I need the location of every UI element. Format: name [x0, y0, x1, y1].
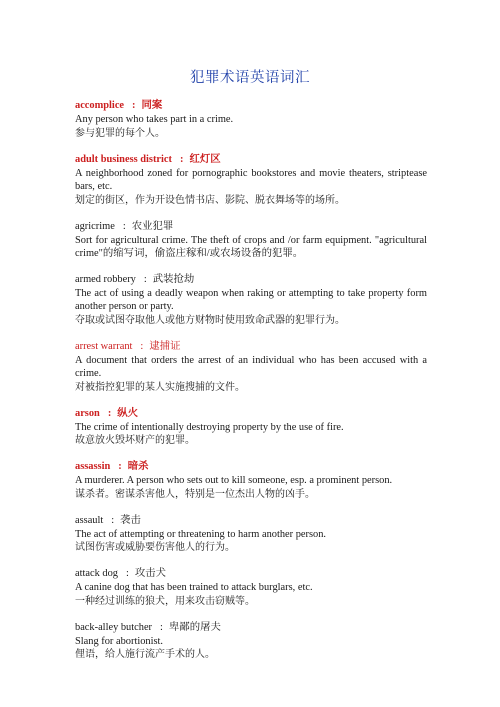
glossary-entry — [75, 99, 427, 141]
term-english: agricrime — [75, 220, 115, 232]
entry-term-line: armed robbery : 武装抢劫 — [75, 273, 195, 285]
entry-term-line: attack dog : 攻击犬 — [75, 568, 167, 579]
glossary-entry — [75, 153, 427, 208]
term-definition: A document that orders the arrest of an individual who has been accused with a crime. — [75, 354, 427, 379]
term-chinese: 同案 — [141, 100, 163, 111]
term-chinese: 农业犯罪 — [131, 220, 174, 232]
entry-term-line: adult business district : 红灯区 — [75, 153, 221, 165]
term-translation: 谋杀者。密谋杀害他人，特别是一位杰出人物的凶手。 — [75, 488, 315, 500]
term-definition: Any person who takes part in a crime. — [75, 114, 234, 125]
glossary-entry — [75, 340, 427, 395]
term-english: adult business district — [75, 153, 173, 165]
term-definition: A neighborhood zoned for pornographic bookstores and movie theaters, striptease bars, etc. — [75, 167, 427, 192]
entry-term-line: arrest warrant : 逮捕证 — [75, 340, 181, 352]
term-translation: 试图伤害或威胁要伤害他人的行为。 — [75, 542, 235, 553]
term-chinese: 暗杀 — [127, 461, 149, 472]
term-chinese: 逮捕证 — [149, 340, 181, 352]
term-english: arrest warrant — [75, 340, 133, 352]
term-definition: Slang for abortionist. — [75, 635, 164, 647]
glossary-entry — [75, 220, 427, 261]
term-chinese: 武装抢劫 — [152, 273, 195, 285]
entry-term-line: arson : 纵火 — [75, 407, 139, 419]
term-chinese: 纵火 — [117, 407, 139, 419]
entry-term-line: assassin : 暗杀 — [75, 461, 149, 472]
entry-term-line: back-alley butcher : 卑鄙的屠夫 — [75, 621, 221, 633]
term-translation: 故意放火毁坏财产的犯罪。 — [75, 435, 195, 446]
glossary-entry — [75, 460, 427, 502]
term-definition: The crime of intentionally destroying property by the use of fire. — [75, 421, 344, 433]
term-chinese: 卑鄙的屠夫 — [168, 621, 221, 633]
entry-term-line: assault : 袭击 — [75, 514, 141, 526]
term-translation: 划定的街区，作为开设色情书店、影院、脱衣舞场等的场所。 — [75, 194, 345, 206]
term-definition: The act of using a deadly weapon when raking or attempting to take property form another person or party. — [75, 287, 427, 312]
term-english: arson — [75, 407, 100, 419]
glossary-entry — [75, 621, 427, 663]
term-definition: Sort for agricultural crime. The theft of crops and /or farm equipment. "agricultural crime"的缩写词，偷盗庄稼和/或农场设备的犯罪。 — [75, 234, 427, 259]
glossary-entry — [75, 273, 427, 328]
term-definition: A murderer. A person who sets out to kill someone, esp. a prominent person. — [75, 475, 393, 486]
page-title: 犯罪术语英语词汇 — [190, 70, 310, 86]
glossary-entry — [75, 407, 427, 449]
glossary-entry — [75, 567, 427, 609]
term-chinese: 红灯区 — [189, 153, 221, 165]
term-chinese: 攻击犬 — [134, 568, 167, 579]
term-english: attack dog — [75, 568, 118, 579]
term-english: accomplice — [75, 100, 125, 111]
term-english: assassin — [75, 461, 111, 472]
term-translation: 一种经过训练的狼犬，用来攻击窃贼等。 — [75, 595, 255, 607]
term-english: back-alley butcher — [75, 621, 153, 633]
term-definition: A canine dog that has been trained to attack burglars, etc. — [75, 582, 313, 593]
glossary-list — [75, 99, 427, 674]
term-translation: 俚语，给人施行流产手术的人。 — [75, 649, 215, 660]
term-translation: 参与犯罪的每个人。 — [75, 127, 165, 139]
term-chinese: 袭击 — [120, 514, 141, 526]
entry-term-line: accomplice : 同案 — [75, 100, 163, 111]
term-english: armed robbery — [75, 273, 136, 285]
term-english: assault — [75, 514, 104, 526]
entry-term-line: agricrime : 农业犯罪 — [75, 220, 174, 232]
term-translation: 夺取或试图夺取他人或他方财物时使用致命武器的犯罪行为。 — [75, 314, 345, 326]
term-definition: The act of attempting or threatening to harm another person. — [75, 528, 327, 540]
term-translation: 对被指控犯罪的某人实施搜捕的文件。 — [75, 381, 245, 393]
glossary-entry — [75, 514, 427, 556]
